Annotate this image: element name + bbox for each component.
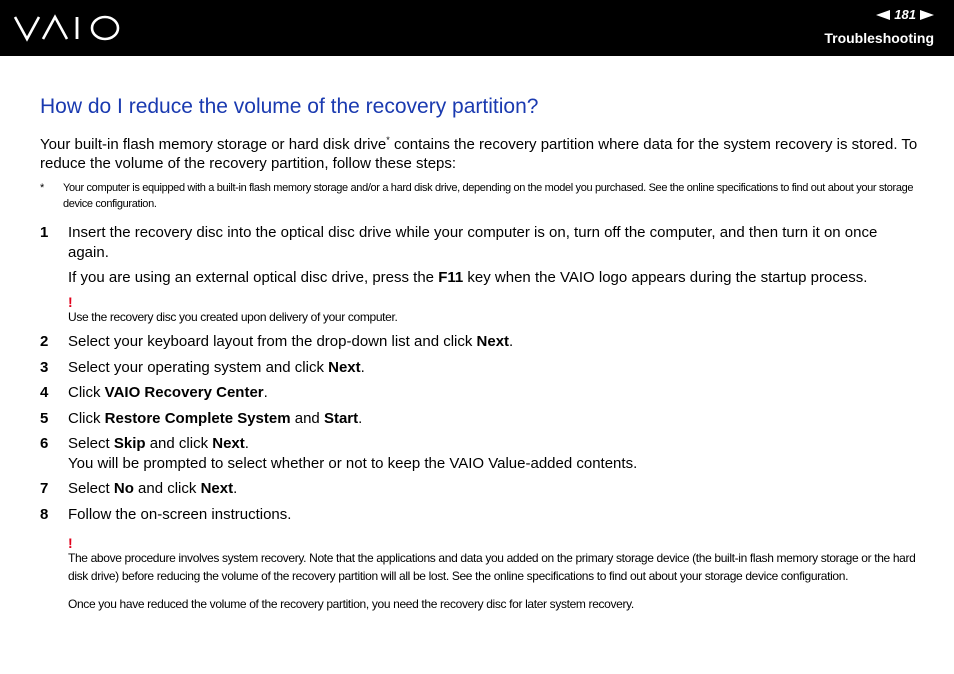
step-7: 7 Select No and click Next. <box>40 480 238 497</box>
footnote-reference: * <box>386 135 390 145</box>
footnote <box>40 180 920 212</box>
warning-icon: ! <box>68 535 73 551</box>
main-content <box>40 95 920 614</box>
warning-icon: ! <box>68 293 73 310</box>
step-3: 3 Select your operating system and click Next. <box>40 358 365 376</box>
step-6-detail: You will be prompted to select whether or not to keep the VAIO Value-added contents. <box>68 454 638 472</box>
note-1-text: Use the recovery disc you created upon delivery of your computer. <box>68 309 398 324</box>
vaio-logo <box>13 14 121 42</box>
page-title: How do I reduce the volume of the recovery partition? <box>40 95 539 118</box>
note-2-text: The above procedure involves system recovery. Note that the applications and data you added on the primary storage device (the built-in flash memory storage or the hard disk drive) before reducing the volume of the recovery partition will all be lost. See the online specifications to find out about your storage device configuration. <box>68 551 916 583</box>
step-5: 5 Click Restore Complete System and Start. <box>40 409 363 427</box>
page-navigation <box>876 7 934 22</box>
step-2: 2 Select your keyboard layout from the drop-down list and click Next. <box>40 333 514 350</box>
next-page-icon[interactable] <box>920 10 934 20</box>
intro-paragraph: Your built-in flash memory storage or hard disk drive* contains the recovery partition where data for the system recovery is stored. To reduce the volume of the recovery partition, follow these steps: <box>40 135 918 172</box>
section-title: Troubleshooting <box>824 30 934 46</box>
step-1-text: Insert the recovery disc into the optical disc drive while your computer is on, turn off the computer, and then turn it on once again. <box>68 224 878 261</box>
note-1 <box>68 295 920 327</box>
footnote-text: Your computer is equipped with a built-in flash memory storage and/or a hard disk drive, depending on the model you purchased. See the online specifications to find out about your storage device configuration. <box>63 182 914 210</box>
note-2-followup: Once you have reduced the volume of the recovery partition, you need the recovery disc for later system recovery. <box>68 597 634 611</box>
previous-page-icon[interactable] <box>876 10 890 20</box>
note-2 <box>68 536 920 614</box>
f11-key: F11 <box>438 269 464 286</box>
step-1-subtext: If you are using an external optical disc drive, press the F11 key when the VAIO logo appears during the startup process. <box>68 269 868 286</box>
step-1: 1 Insert the recovery disc into the optical disc drive while your computer is on, turn off the computer, and then turn it on once again. If you are using an external optical disc drive, press the F11 key when the VAIO logo appears during the startup process. <box>40 223 920 288</box>
header-bar <box>0 0 954 56</box>
step-4: 4 Click VAIO Recovery Center. <box>40 384 268 401</box>
footnote-mark: * <box>40 182 45 194</box>
page-number: 181 <box>894 7 916 22</box>
step-6: 6 Select Skip and click Next. You will be prompted to select whether or not to keep the VAIO Value-added contents. <box>40 434 920 473</box>
step-8: 8 Follow the on-screen instructions. <box>40 505 292 523</box>
